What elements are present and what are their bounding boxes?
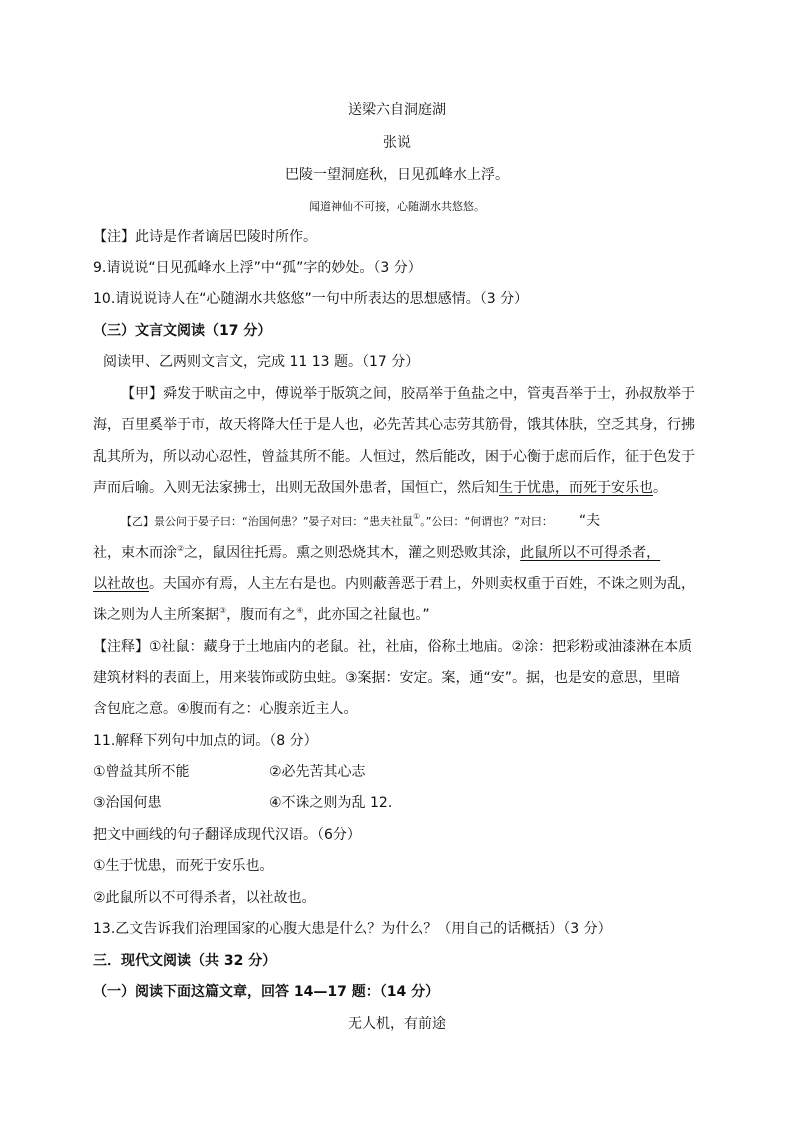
question-10: 10.请说说诗人在“心随湖水共悠悠”一句中所表达的思想感情。（3 分） [93, 291, 529, 307]
poem-author: 张说 [383, 135, 411, 151]
annotation-line-1: 【注释】①社鼠：藏身于土地庙内的老鼠。社，社庙，俗称土地庙。②涂：把彩粉或油漆淋在本质 [93, 639, 693, 655]
poem-line-2: 闻道神仙不可接，心随湖水共悠悠。 [309, 200, 485, 213]
question-11-item-b: ②必先苦其心志 [269, 764, 366, 780]
passage-jia-line-2: 海，百里奚举于市，故天将降大任于是人也，必先苦其心志劳其筋骨，饿其体肤，空乏其身，行拂 [93, 417, 695, 433]
question-11-item-d: ④不诛之则为乱 12. [269, 795, 393, 811]
question-11-title: 11.解释下列句中加点的词。（8 分） [93, 733, 318, 749]
question-13: 13.乙文告诉我们治理国家的心腹大患是什么？为什么？（用自己的话概括）（3 分） [93, 921, 612, 937]
passage-yi-line-4: 诛之则为人主所案据③，腹而有之④，此亦国之社鼠也。” [93, 606, 430, 623]
passage-jia-line-3: 乱其所为，所以动心忍性，曾益其所不能。人恒过，然后能改，困于心衡于虑而后作，征于色发于 [93, 449, 695, 465]
question-12-item-a: ①生于忧患，而死于安乐也。 [93, 858, 274, 874]
poem-note: 【注】此诗是作者谪居巴陵时所作。 [93, 229, 317, 245]
question-11-item-a: ①曾益其所不能 [93, 764, 190, 780]
part-3-title: 三．现代文阅读（共 32 分） [93, 953, 277, 969]
annotation-line-3: 含包庇之意。④腹而有之：心腹亲近主人。 [93, 701, 358, 717]
part-3-subtitle: （一）阅读下面这篇文章，回答 14—17 题：（14 分） [93, 984, 440, 1000]
underlined-sentence-2-part-1: 此鼠所以不可得杀者， [520, 545, 661, 561]
question-12-item-b: ②此鼠所以不可得杀者，以社故也。 [93, 890, 316, 906]
question-12-title: 把文中画线的句子翻译成现代汉语。（6分） [93, 827, 361, 843]
underlined-sentence-1: 生于忧患，而死于安乐也 [499, 480, 653, 496]
passage-yi-line-3: 以社故也。夫国亦有焉，人主左右是也。内则蔽善恶于君上，外则卖权重于百姓，不诛之则为乱， [93, 576, 695, 592]
question-9: 9.请说说“日见孤峰水上浮”中“孤”字的妙处。（3 分） [93, 260, 422, 276]
passage-yi-line-1: 【乙】景公问于晏子曰：“治国何患？”晏子对曰：“患夫社鼠①。”公曰：“何谓也？”对曰： “夫 [121, 512, 601, 529]
underlined-sentence-2-part-2: 以社故也 [93, 576, 149, 592]
section-intro: 阅读甲、乙两则文言文，完成 11 13 题。（17 分） [103, 354, 420, 370]
section-title-classical: （三）文言文阅读（17 分） [93, 323, 272, 339]
poem-line-1: 巴陵一望洞庭秋，日见孤峰水上浮。 [285, 167, 509, 183]
passage-jia-line-4: 声而后喻。入则无法家拂士，出则无敌国外患者，国恒亡，然后知生于忧患，而死于安乐也。 [93, 480, 667, 496]
passage-jia-line-1: 【甲】舜发于畎亩之中，傅说举于版筑之间，胶鬲举于鱼盐之中，管夷吾举于士，孙叔敖举于 [121, 386, 695, 402]
article-title: 无人机，有前途 [348, 1016, 446, 1032]
question-11-item-c: ③治国何患 [93, 795, 162, 811]
annotation-line-2: 建筑材料的表面上，用来装饰或防虫蛀。③案据：安定。案，通“安”。据，也是安的意思，里暗 [93, 670, 681, 686]
poem-title: 送梁六自洞庭湖 [348, 102, 446, 118]
passage-yi-line-2: 社，束木而涂②之，鼠因往托焉。熏之则恐烧其木，灌之则恐败其涂，此鼠所以不可得杀者， [93, 544, 661, 561]
